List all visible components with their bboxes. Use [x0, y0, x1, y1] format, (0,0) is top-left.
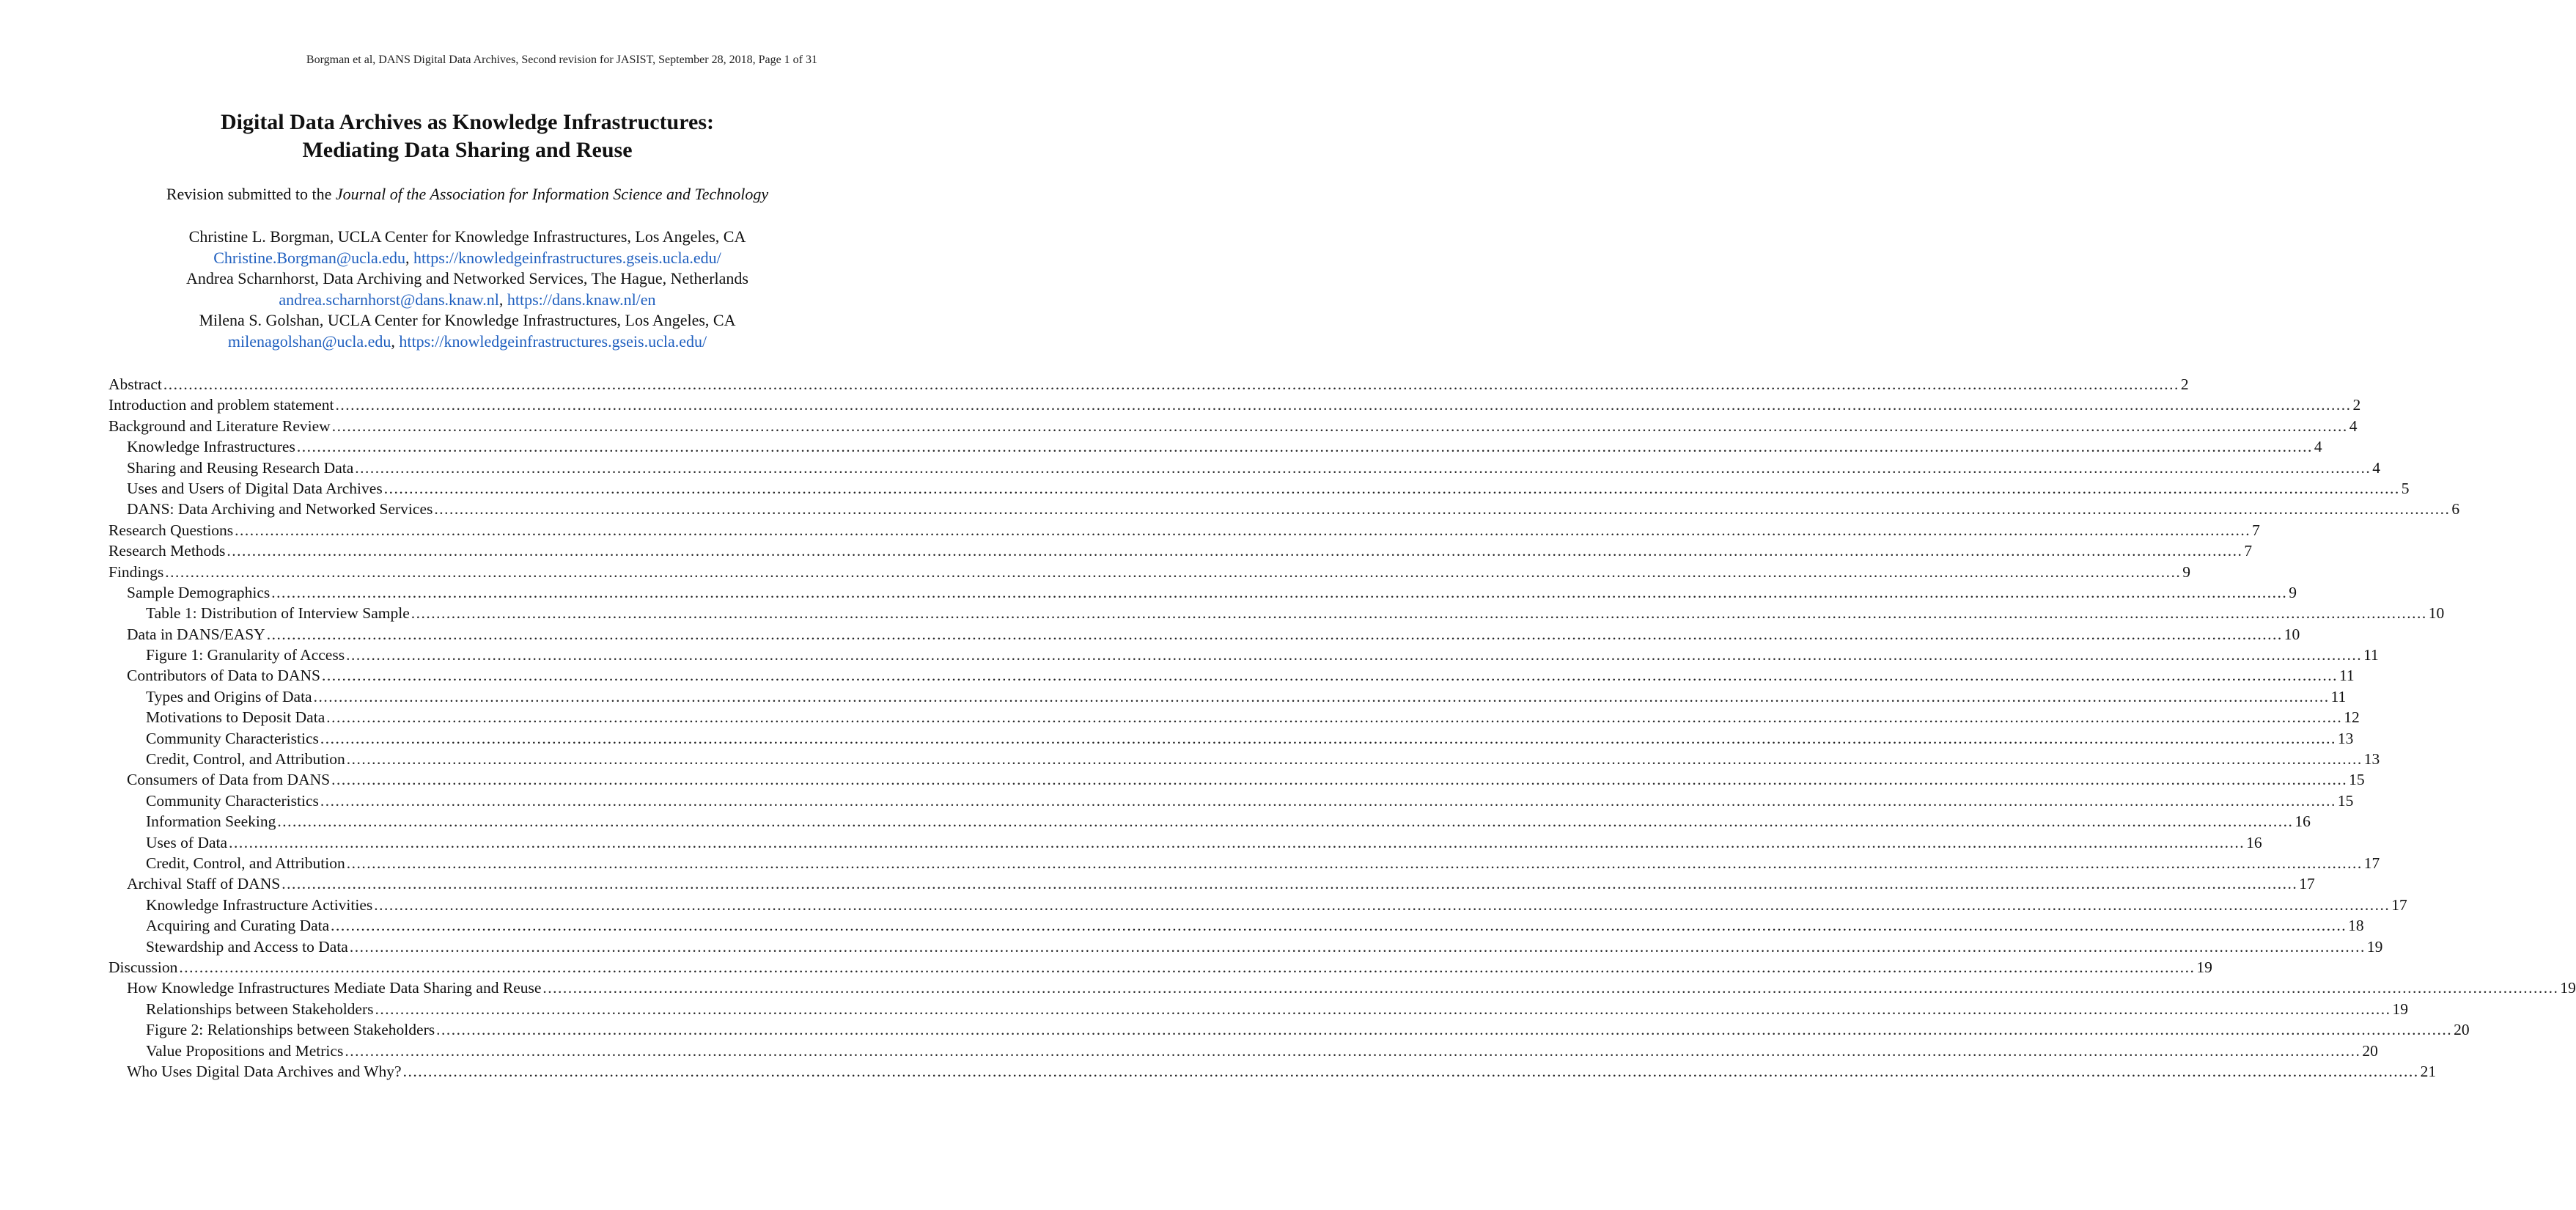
toc-entry-label: Contributors of Data to DANS	[127, 665, 320, 686]
toc-entry-label: Figure 2: Relationships between Stakeholders	[146, 1019, 435, 1040]
toc-leader-dots: ................................................................................................................................................................................................................................................................................................................................................................................................................	[434, 500, 2451, 518]
toc-leader-dots: ................................................................................................................................................................................................................................................................................................................................................................................................................	[346, 646, 2363, 664]
toc-entry[interactable]	[108, 999, 2408, 1019]
toc-entry[interactable]	[108, 665, 2355, 686]
author-contact	[0, 290, 935, 311]
toc-entry-line	[146, 686, 2347, 707]
toc-entry-line	[146, 832, 2262, 853]
toc-entry-label: Archival Staff of DANS	[127, 873, 280, 894]
toc-entry[interactable]	[108, 458, 2381, 478]
toc-entry[interactable]	[108, 686, 2347, 707]
toc-entry-page: 16	[2295, 813, 2311, 831]
toc-leader-dots: ................................................................................................................................................................................................................................................................................................................................................................................................................	[331, 771, 2348, 789]
toc-entry-line	[108, 520, 2260, 540]
toc-entry[interactable]	[108, 957, 2212, 978]
toc-entry-page: 11	[2363, 646, 2379, 664]
toc-entry[interactable]	[108, 520, 2260, 540]
submission-prefix: Revision submitted to the	[166, 185, 336, 203]
toc-leader-dots: ................................................................................................................................................................................................................................................................................................................................................................................................................	[331, 417, 2348, 435]
toc-leader-dots: ................................................................................................................................................................................................................................................................................................................................................................................................................	[296, 438, 2313, 456]
toc-leader-dots: ................................................................................................................................................................................................................................................................................................................................................................................................................	[320, 729, 2336, 747]
toc-entry-label: Abstract	[108, 374, 162, 395]
toc-entry-label: Discussion	[108, 957, 177, 978]
toc-leader-dots: ................................................................................................................................................................................................................................................................................................................................................................................................................	[402, 1062, 2419, 1080]
author-email-link[interactable]: milenagolshan@ucla.edu	[227, 331, 391, 351]
toc-entry[interactable]	[108, 540, 2253, 561]
toc-entry[interactable]	[108, 1061, 2437, 1082]
toc-entry-line	[127, 978, 2576, 998]
toc-entry-page: 17	[2391, 895, 2407, 914]
toc-entry-page: 4	[2349, 417, 2358, 435]
toc-entry-line	[146, 853, 2380, 873]
toc-leader-dots: ................................................................................................................................................................................................................................................................................................................................................................................................................	[436, 1021, 2453, 1039]
toc-entry-page: 2	[2180, 375, 2189, 393]
toc-entry-line	[146, 811, 2311, 832]
toc-entry-line	[146, 791, 2354, 811]
toc-entry-page: 16	[2246, 833, 2262, 851]
toc-entry-page: 15	[2349, 771, 2365, 789]
toc-entry-label: Community Characteristics	[146, 728, 319, 749]
running-header: Borgman et al, DANS Digital Data Archives, Second revision for JASIST, September 28, 2018, Page 1 of 31	[306, 54, 817, 66]
toc-entry-page: 12	[2344, 708, 2360, 727]
author-block	[0, 227, 935, 352]
toc-entry-line	[127, 478, 2410, 499]
toc-entry-label: Acquiring and Curating Data	[146, 915, 329, 936]
toc-entry-line	[146, 707, 2360, 727]
title-line-2: Mediating Data Sharing and Reuse	[302, 138, 633, 162]
toc-leader-dots: ................................................................................................................................................................................................................................................................................................................................................................................................................	[163, 375, 2179, 393]
toc-leader-dots: ................................................................................................................................................................................................................................................................................................................................................................................................................	[411, 604, 2427, 623]
toc-entry-label: Research Questions	[108, 520, 233, 540]
toc-entry-label: Uses of Data	[146, 832, 227, 853]
separator: ,	[405, 248, 414, 267]
toc-leader-dots: ................................................................................................................................................................................................................................................................................................................................................................................................................	[179, 958, 2196, 976]
author-contact	[0, 331, 935, 353]
toc-entry-page: 4	[2314, 438, 2322, 456]
toc-entry-label: Who Uses Digital Data Archives and Why?	[127, 1061, 402, 1082]
toc-entry-page: 11	[2338, 667, 2355, 685]
toc-entry-line	[146, 749, 2380, 769]
toc-entry[interactable]	[108, 645, 2379, 665]
toc-leader-dots: ................................................................................................................................................................................................................................................................................................................................................................................................................	[349, 937, 2366, 956]
toc-entry[interactable]	[108, 603, 2445, 623]
toc-entry[interactable]	[108, 749, 2380, 769]
toc-entry[interactable]	[108, 936, 2383, 957]
toc-entry-label: Stewardship and Access to Data	[146, 936, 348, 957]
toc-entry-line	[108, 957, 2212, 978]
toc-entry-label: Sharing and Reusing Research Data	[127, 458, 353, 478]
toc-entry-label: Credit, Control, and Attribution	[146, 749, 345, 769]
toc-entry-label: Table 1: Distribution of Interview Sample	[146, 603, 410, 623]
toc-leader-dots: ................................................................................................................................................................................................................................................................................................................................................................................................................	[326, 708, 2343, 727]
toc-entry-label: Motivations to Deposit Data	[146, 707, 325, 727]
toc-entry-page: 19	[2560, 979, 2576, 997]
toc-entry[interactable]	[108, 374, 2189, 395]
toc-entry-line	[127, 582, 2297, 603]
toc-entry-line	[146, 645, 2379, 665]
author-url-link[interactable]: https://knowledgeinfrastructures.gseis.ucla.edu/	[413, 248, 721, 267]
toc-entry-page: 7	[2252, 521, 2260, 539]
toc-entry[interactable]	[108, 895, 2407, 915]
journal-name: Journal of the Association for Information Science and Technology	[335, 185, 769, 203]
toc-leader-dots: ................................................................................................................................................................................................................................................................................................................................................................................................................	[374, 895, 2391, 914]
toc-entry-label: Consumers of Data from DANS	[127, 769, 330, 790]
toc-entry-label: Credit, Control, and Attribution	[146, 853, 345, 873]
toc-entry[interactable]	[108, 811, 2311, 832]
toc-entry-page: 18	[2348, 917, 2364, 935]
toc-entry-label: Sample Demographics	[127, 582, 270, 603]
toc-entry[interactable]	[108, 915, 2364, 936]
title-line-1: Digital Data Archives as Knowledge Infrastructures:	[220, 110, 714, 134]
toc-entry-page: 13	[2337, 729, 2354, 747]
toc-entry-line	[146, 1041, 2378, 1061]
toc-entry[interactable]	[108, 562, 2191, 582]
toc-entry[interactable]	[108, 416, 2358, 436]
toc-entry-label: DANS: Data Archiving and Networked Services	[127, 499, 433, 519]
toc-entry-label: Data in DANS/EASY	[127, 624, 265, 645]
toc-entry[interactable]	[108, 624, 2300, 645]
toc-entry-page: 5	[2401, 479, 2410, 497]
toc-leader-dots: ................................................................................................................................................................................................................................................................................................................................................................................................................	[321, 667, 2338, 685]
toc-entry-line	[146, 999, 2408, 1019]
toc-entry-label: Knowledge Infrastructures	[127, 436, 295, 457]
toc-entry[interactable]	[108, 853, 2380, 873]
author-affiliation: Milena S. Golshan, UCLA Center for Knowledge Infrastructures, Los Angeles, CA	[199, 311, 736, 329]
toc-entry[interactable]	[108, 707, 2360, 727]
toc-entry-line	[146, 603, 2445, 623]
toc-entry-page: 19	[2366, 937, 2383, 956]
toc-entry-line	[108, 562, 2191, 582]
toc-entry-page: 9	[2182, 562, 2191, 581]
toc-entry-label: Value Propositions and Metrics	[146, 1041, 343, 1061]
toc-leader-dots: ................................................................................................................................................................................................................................................................................................................................................................................................................	[277, 813, 2294, 831]
toc-entry-line	[146, 895, 2407, 915]
toc-entry-line	[108, 540, 2253, 561]
toc-entry-page: 10	[2428, 604, 2445, 623]
toc-leader-dots: ................................................................................................................................................................................................................................................................................................................................................................................................................	[331, 917, 2347, 935]
toc-entry-line	[127, 436, 2322, 457]
toc-leader-dots: ................................................................................................................................................................................................................................................................................................................................................................................................................	[355, 458, 2371, 477]
toc-leader-dots: ................................................................................................................................................................................................................................................................................................................................................................................................................	[383, 479, 2400, 497]
toc-entry-line	[108, 395, 2361, 415]
toc-entry-label: Uses and Users of Digital Data Archives	[127, 478, 383, 499]
toc-entry[interactable]	[108, 978, 2576, 998]
toc-entry-page: 10	[2284, 625, 2300, 643]
toc-leader-dots: ................................................................................................................................................................................................................................................................................................................................................................................................................	[346, 854, 2363, 872]
toc-entry-label: Knowledge Infrastructure Activities	[146, 895, 372, 915]
author-url-link[interactable]: https://knowledgeinfrastructures.gseis.ucla.edu/	[399, 331, 707, 351]
toc-entry-label: Findings	[108, 562, 163, 582]
toc-entry-page: 13	[2363, 750, 2380, 769]
toc-entry-page: 6	[2451, 500, 2460, 518]
toc-entry-label: Information Seeking	[146, 811, 276, 832]
toc-entry-page: 9	[2289, 583, 2297, 601]
toc-leader-dots: ................................................................................................................................................................................................................................................................................................................................................................................................................	[345, 1041, 2361, 1060]
toc-entry-line	[127, 499, 2460, 519]
toc-leader-dots: ................................................................................................................................................................................................................................................................................................................................................................................................................	[346, 750, 2363, 769]
author-email-link[interactable]: Christine.Borgman@ucla.edu	[213, 248, 406, 267]
toc-leader-dots: ................................................................................................................................................................................................................................................................................................................................................................................................................	[542, 979, 2559, 997]
toc-entry[interactable]	[108, 436, 2322, 457]
author-affiliation: Andrea Scharnhorst, Data Archiving and Networked Services, The Hague, Netherlands	[186, 269, 748, 287]
toc-entry-label: Introduction and problem statement	[108, 395, 334, 415]
toc-entry-label: Community Characteristics	[146, 791, 319, 811]
toc-entry-line	[127, 458, 2381, 478]
toc-leader-dots: ................................................................................................................................................................................................................................................................................................................................................................................................................	[313, 687, 2330, 705]
toc-entry-label: Figure 1: Granularity of Access	[146, 645, 345, 665]
toc-leader-dots: ................................................................................................................................................................................................................................................................................................................................................................................................................	[229, 833, 2245, 851]
toc-entry-line	[127, 769, 2365, 790]
toc-entry[interactable]	[108, 395, 2361, 415]
toc-entry-page: 2	[2352, 396, 2361, 414]
toc-entry-line	[127, 665, 2355, 686]
toc-entry-label: Research Methods	[108, 540, 225, 561]
toc-entry[interactable]	[108, 499, 2460, 519]
toc-leader-dots: ................................................................................................................................................................................................................................................................................................................................................................................................................	[227, 542, 2243, 560]
toc-entry[interactable]	[108, 728, 2354, 749]
toc-entry-label: Relationships between Stakeholders	[146, 999, 374, 1019]
toc-leader-dots: ................................................................................................................................................................................................................................................................................................................................................................................................................	[281, 875, 2298, 893]
table-of-contents	[108, 374, 2576, 1082]
author-url-link[interactable]: https://dans.knaw.nl/en	[507, 290, 656, 309]
toc-entry-page: 20	[2454, 1021, 2470, 1039]
toc-leader-dots: ................................................................................................................................................................................................................................................................................................................................................................................................................	[271, 583, 2288, 601]
toc-entry-page: 21	[2420, 1062, 2437, 1080]
toc-leader-dots: ................................................................................................................................................................................................................................................................................................................................................................................................................	[335, 396, 2352, 414]
toc-entry[interactable]	[108, 1041, 2378, 1061]
toc-entry-page: 17	[2363, 854, 2380, 872]
toc-entry-line	[146, 728, 2354, 749]
toc-leader-dots: ................................................................................................................................................................................................................................................................................................................................................................................................................	[320, 791, 2336, 810]
toc-entry-line	[146, 1019, 2470, 1040]
toc-entry-line	[146, 936, 2383, 957]
toc-entry[interactable]	[108, 873, 2315, 894]
toc-entry-label: How Knowledge Infrastructures Mediate Data Sharing and Reuse	[127, 978, 541, 998]
toc-leader-dots: ................................................................................................................................................................................................................................................................................................................................................................................................................	[165, 562, 2182, 581]
toc-entry-line	[108, 374, 2189, 395]
toc-entry-page: 19	[2392, 1000, 2408, 1018]
toc-entry-page: 4	[2372, 458, 2381, 477]
submission-note	[0, 185, 935, 204]
toc-entry[interactable]	[108, 582, 2297, 603]
author-affiliation: Christine L. Borgman, UCLA Center for Knowledge Infrastructures, Los Angeles, CA	[188, 227, 746, 246]
toc-leader-dots: ................................................................................................................................................................................................................................................................................................................................................................................................................	[235, 521, 2251, 539]
toc-entry-page: 15	[2337, 791, 2354, 810]
toc-entry[interactable]	[108, 478, 2410, 499]
author-email-link[interactable]: andrea.scharnhorst@dans.knaw.nl	[279, 290, 499, 309]
toc-entry-page: 20	[2362, 1041, 2378, 1060]
toc-leader-dots: ................................................................................................................................................................................................................................................................................................................................................................................................................	[266, 625, 2283, 643]
toc-entry-page: 19	[2196, 958, 2212, 976]
paper-title	[0, 109, 935, 164]
toc-entry-label: Background and Literature Review	[108, 416, 331, 436]
toc-entry-line	[108, 416, 2358, 436]
toc-entry-page: 17	[2299, 875, 2315, 893]
separator: ,	[498, 290, 507, 309]
toc-entry-page: 7	[2244, 542, 2253, 560]
toc-entry-line	[127, 624, 2300, 645]
toc-entry-page: 11	[2330, 687, 2347, 705]
toc-entry-line	[127, 1061, 2437, 1082]
toc-entry[interactable]	[108, 832, 2262, 853]
toc-entry-label: Types and Origins of Data	[146, 686, 312, 707]
author-contact	[0, 248, 935, 269]
toc-entry[interactable]	[108, 769, 2365, 790]
toc-entry[interactable]	[108, 1019, 2470, 1040]
toc-leader-dots: ................................................................................................................................................................................................................................................................................................................................................................................................................	[375, 1000, 2391, 1018]
toc-entry-line	[146, 915, 2364, 936]
toc-entry[interactable]	[108, 791, 2354, 811]
toc-entry-line	[127, 873, 2315, 894]
separator: ,	[391, 331, 400, 351]
